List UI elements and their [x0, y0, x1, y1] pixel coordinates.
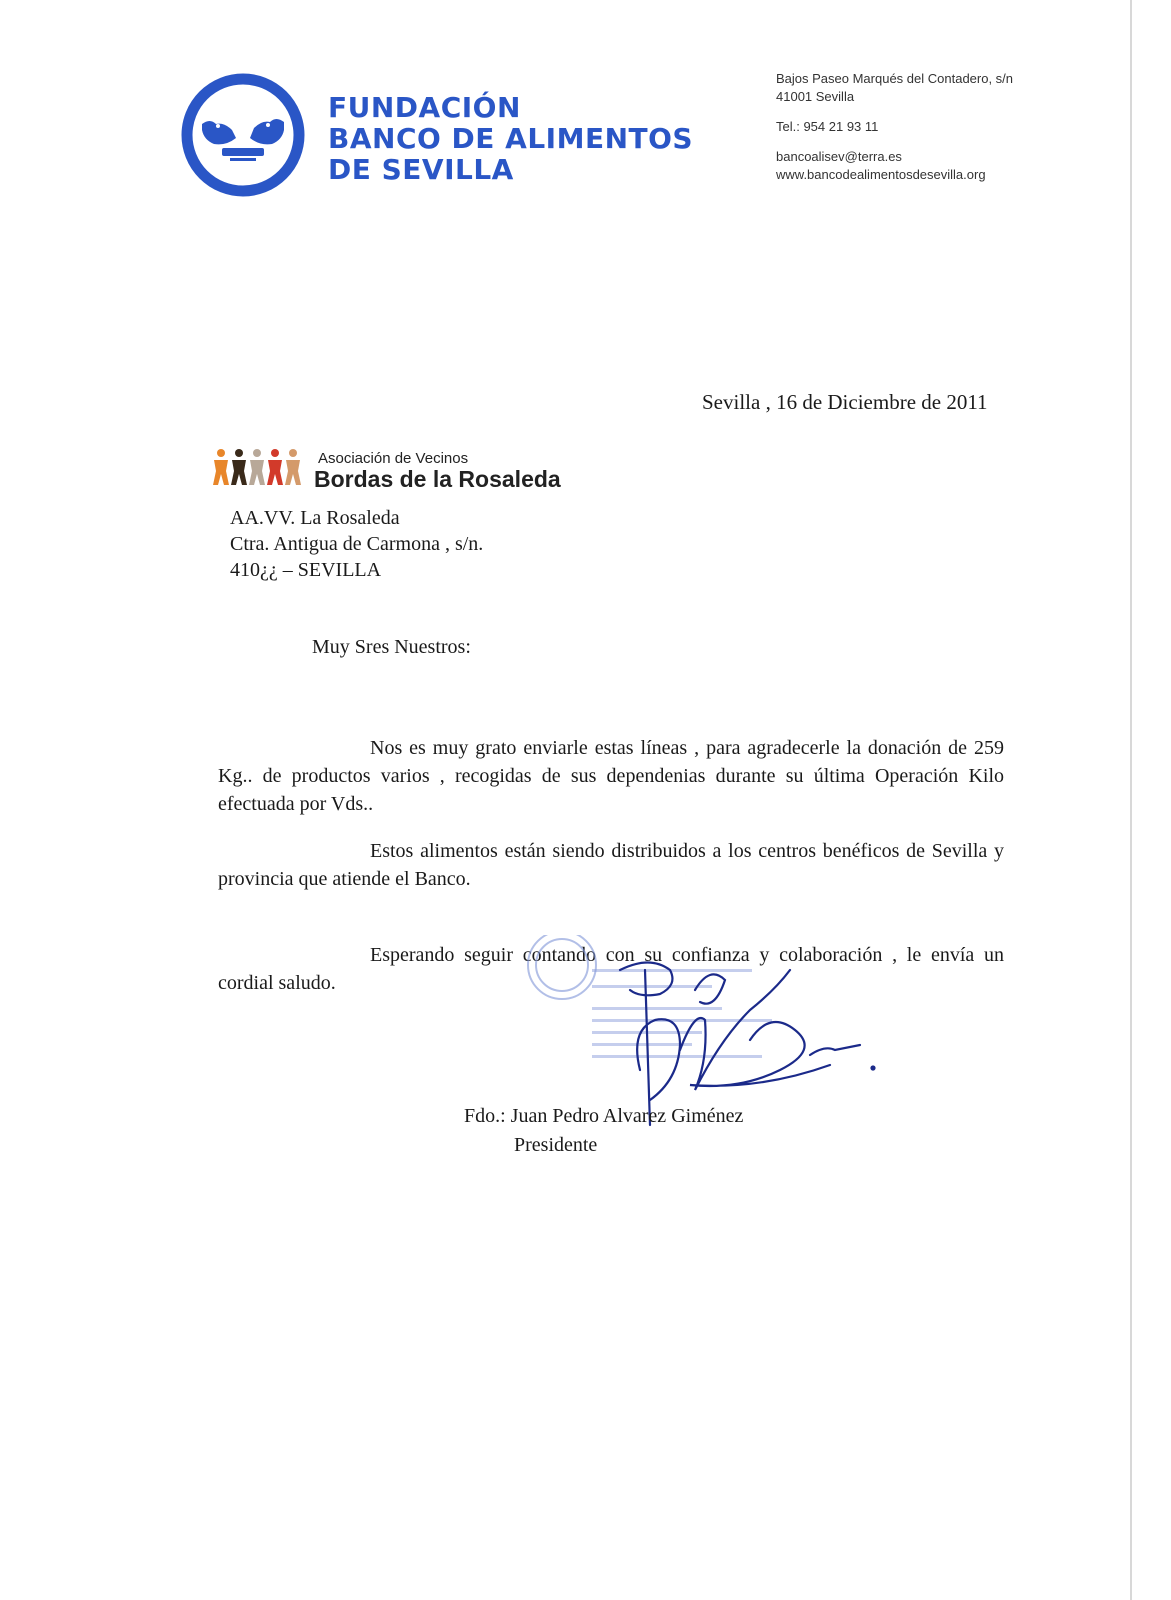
body-paragraph — [218, 837, 1004, 893]
phone: Tel.: 954 21 93 11 — [776, 119, 879, 134]
letter-date: Sevilla , 16 de Diciembre de 2011 — [702, 390, 988, 414]
body-paragraph — [218, 734, 1004, 818]
association-subtitle: Asociación de Vecinos — [318, 450, 469, 467]
website: www.bancodealimentosdesevilla.org — [776, 167, 986, 182]
address-line1: Bajos Paseo Marqués del Contadero, s/n — [776, 71, 1014, 86]
paragraph-text: Estos alimentos están siendo distribuidos a los centros benéficos de Sevilla y provincia que atiende el Banco. — [218, 840, 1004, 890]
paragraph-text: Esperando seguir contando con su confianza y colaboración , le envía un cordial saludo. — [218, 944, 1004, 994]
signer-title: Presidente — [514, 1134, 598, 1156]
food-bank-logo — [180, 72, 306, 198]
foundation-name-line: FUNDACIÓN — [328, 91, 521, 124]
recipient-line: AA.VV. La Rosaleda — [230, 507, 400, 529]
signed-by: Fdo.: Juan Pedro Alvarez Giménez — [464, 1105, 744, 1127]
address-line2: 41001 Sevilla — [776, 89, 855, 104]
paragraph-text: Nos es muy grato enviarle estas líneas , para agradecerle la donación de 259 Kg.. de productos varios , recogidas de sus dependenias durante su última Operación Kilo efectuada por Vds.. — [218, 737, 1004, 815]
foundation-name — [328, 92, 693, 185]
scan-edge — [1130, 0, 1132, 1600]
paper-people-icon — [212, 447, 308, 487]
association-name: Bordas de la Rosaleda — [314, 466, 561, 492]
recipient-line: Ctra. Antigua de Carmona , s/n. — [230, 533, 484, 555]
recipient-address — [230, 505, 483, 583]
foundation-name-line: DE SEVILLA — [328, 153, 514, 186]
email: bancoalisev@terra.es — [776, 149, 902, 164]
foundation-name-line: BANCO DE ALIMENTOS — [328, 122, 694, 155]
salutation: Muy Sres Nuestros: — [312, 636, 471, 658]
recipient-line: 410¿¿ – SEVILLA — [230, 559, 382, 581]
letterhead-contact — [776, 70, 1013, 184]
